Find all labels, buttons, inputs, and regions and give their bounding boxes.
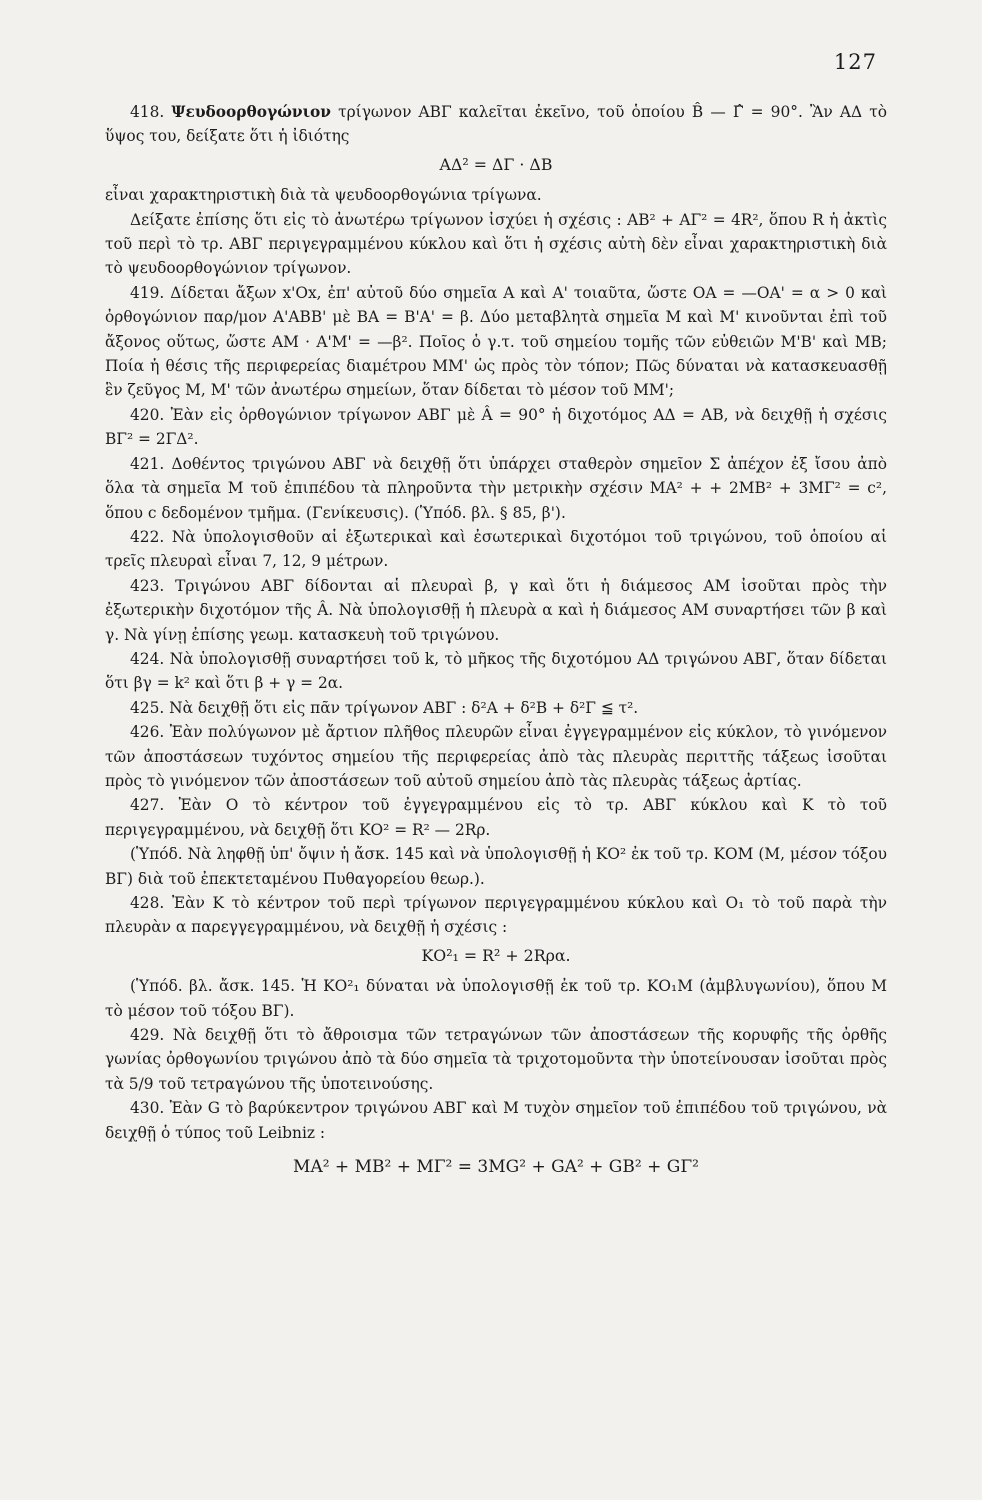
exercise-421 xyxy=(105,452,887,525)
exercise-number: 420. xyxy=(130,405,165,424)
formula-leibniz: ΜΑ² + ΜΒ² + ΜΓ² = 3ΜG² + GA² + GB² + GΓ² xyxy=(293,1157,699,1178)
exercise-430 xyxy=(105,1096,887,1145)
formula-ad-squared: ΑΔ² = ΔΓ · ΔΒ xyxy=(439,154,553,174)
exercise-text: Ἐὰν Ο τὸ κέντρον τοῦ ἐγγεγραμμένου εἰς τὸ τρ. ΑΒΓ κύκλου καὶ Κ τὸ τοῦ περιγεγραμμένου, νὰ δειχθῇ ὅτι ΚΟ² = R² — 2Rρ. xyxy=(105,796,887,839)
exercise-number: 424. xyxy=(130,649,165,668)
exercise-text: Νὰ δειχθῇ ὅτι τὸ ἄθροισμα τῶν τετραγώνων τῶν ἀποστάσεων τῆς κορυφῆς τῆς ὀρθῆς γωνίας ὀρθογωνίου τριγώνου ἀπὸ τὰ δύο σημεῖα τὰ τριχοτομοῦντα τὴν ὑποτείνουσαν ἰσοῦται πρὸς τὰ 5/9 τοῦ τετραγώνου τῆς ὑποτεινούσης. xyxy=(105,1026,887,1093)
exercise-text: Ἐὰν G τὸ βαρύκεντρον τριγώνου ΑΒΓ καὶ Μ τυχὸν σημεῖον τοῦ ἐπιπέδου τοῦ τριγώνου, νὰ δειχθῇ ὁ τύπος τοῦ Leibniz : xyxy=(105,1099,887,1142)
exercise-text: Νὰ δειχθῇ ὅτι εἰς πᾶν τρίγωνον ΑΒΓ : δ²Α + δ²Β + δ²Γ ≦ τ². xyxy=(164,698,639,717)
exercise-number: 425. xyxy=(130,698,165,717)
exercise-number: 428. xyxy=(130,894,165,912)
exercise-418 xyxy=(105,100,887,149)
exercise-text: Δοθέντος τριγώνου ΑΒΓ νὰ δειχθῇ ὅτι ὑπάρχει σταθερὸν σημεῖον Σ ἀπέχον ἐξ ἴσου ἀπὸ ὅλα τὰ σημεῖα Μ τοῦ ἐπιπέδου τὰ πληροῦντα τὴν μετρικὴν σχέσιν ΜΑ² + + 2ΜΒ² + 3ΜΓ² = c², ὅπου c δεδομένον τμῆμα. (Γενίκευσις). (Ὑπόδ. βλ. § 85, β'). xyxy=(105,454,887,522)
exercise-number: 423. xyxy=(130,576,165,595)
exercise-text: Νὰ ὑπολογισθῇ συναρτήσει τοῦ k, τὸ μῆκος τῆς διχοτόμου ΑΔ τριγώνου ΑΒΓ, ὅταν δίδεται ὅτι βγ = k² καὶ ὅτι β + γ = 2α. xyxy=(105,649,887,693)
exercise-number: 429. xyxy=(130,1026,165,1045)
exercise-number: 427. xyxy=(130,796,165,815)
exercise-429 xyxy=(105,1023,887,1096)
exercise-420 xyxy=(105,403,887,452)
page-number: 127 xyxy=(833,50,877,74)
hint-427: (Ὑπόδ. Νὰ ληφθῇ ὑπ' ὄψιν ἡ ἄσκ. 145 καὶ νὰ ὑπολογισθῇ ἡ ΚΟ² ἐκ τοῦ τρ. ΚΟΜ (Μ, μέσον τόξου ΒΓ) διὰ τοῦ ἐπεκτεταμένου Πυθαγορείου θεωρ.). xyxy=(105,845,887,888)
exercise-425 xyxy=(105,696,887,720)
exercise-text: Ἐὰν Κ τὸ κέντρον τοῦ περὶ τρίγωνον περιγεγραμμένου κύκλου καὶ Ο₁ τὸ τοῦ παρὰ τὴν πλευρὰν α παρεγγεγραμμένου, νὰ δειχθῇ ἡ σχέσις : xyxy=(105,894,887,937)
exercise-text: Ἐὰν εἰς ὀρθογώνιον τρίγωνον ΑΒΓ μὲ Â = 90° ἡ διχοτόμος ΑΔ = ΑΒ, νὰ δειχθῇ ἡ σχέσις ΒΓ² = 2ΓΔ². xyxy=(105,405,887,449)
exercise-text: Ἐὰν πολύγωνον μὲ ἄρτιον πλῆθος πλευρῶν εἶναι ἐγγεγραμμένον εἰς κύκλον, τὸ γινόμενον τῶν ἀποστάσεων τυχόντος σημείου τῆς περιφερείας ἀπὸ τὰς πλευρὰς περιττῆς τάξεως ἰσοῦται πρὸς τὸ γινόμενον τῶν ἀποστάσεων τοῦ αὐτοῦ σημείου ἀπὸ τὰς πλευρὰς τάξεως ἀρτίας. xyxy=(105,723,887,790)
page-body xyxy=(105,100,887,1183)
exercise-text: Τριγώνου ΑΒΓ δίδονται αἱ πλευραὶ β, γ καὶ ὅτι ἡ διάμεσος ΑΜ ἰσοῦται πρὸς τὴν ἐξωτερικὴν διχοτόμον τῆς Â. Νὰ ὑπολογισθῇ ἡ πλευρὰ α καὶ ἡ διάμεσος ΑΜ συναρτήσει τῶν β καὶ γ. Νὰ γίνῃ ἐπίσης γεωμ. κατασκευὴ τοῦ τριγώνου. xyxy=(105,576,887,644)
exercise-427 xyxy=(105,793,887,842)
paragraph-circumradius: Δείξατε ἐπίσης ὅτι εἰς τὸ ἀνωτέρω τρίγωνον ἰσχύει ἡ σχέσις : ΑΒ² + ΑΓ² = 4R², ὅπου R ἡ ἀκτὶς τοῦ περὶ τὸ τρ. ΑΒΓ περιγεγραμμένου κύκλου καὶ ὅτι ἡ σχέσις αὐτὴ δὲν εἶναι χαρακτηριστικὴ διὰ τὸ ψευδοορθογώνιον τρίγωνον. xyxy=(105,210,887,278)
paragraph-characteristic: εἶναι χαρακτηριστικὴ διὰ τὰ ψευδοορθογώνια τρίγωνα. xyxy=(105,186,542,205)
exercise-423 xyxy=(105,574,887,647)
exercise-426 xyxy=(105,720,887,793)
exercise-number: 418. xyxy=(130,103,165,121)
defined-term: Ψευδοορθογώνιον xyxy=(171,103,331,121)
exercise-number: 422. xyxy=(130,527,165,546)
exercise-428 xyxy=(105,891,887,940)
exercise-424 xyxy=(105,647,887,696)
exercise-number: 419. xyxy=(130,283,165,302)
exercise-number: 421. xyxy=(130,454,165,473)
formula-ko1: ΚΟ²₁ = R² + 2Rρα. xyxy=(421,945,571,965)
exercise-text: τρίγωνον ΑΒΓ καλεῖται ἐκεῖνο, τοῦ ὁποίου B̂ — Γ̂ = 90°. Ἂν ΑΔ τὸ ὕψος του, δείξατε ὅτι ἡ ἰδιότης xyxy=(105,103,887,146)
exercise-number: 430. xyxy=(130,1099,165,1118)
exercise-text: Νὰ ὑπολογισθοῦν αἱ ἐξωτερικαὶ καὶ ἐσωτερικαὶ διχοτόμοι τοῦ τριγώνου, τοῦ ὁποίου αἱ τρεῖς πλευραὶ εἶναι 7, 12, 9 μέτρων. xyxy=(105,527,887,571)
hint-428: (Ὑπόδ. βλ. ἄσκ. 145. Ἡ ΚΟ²₁ δύναται νὰ ὑπολογισθῇ ἐκ τοῦ τρ. ΚΟ₁Μ (ἀμβλυγωνίου), ὅπου Μ τὸ μέσον τοῦ τόξου ΒΓ). xyxy=(105,977,887,1020)
exercise-422 xyxy=(105,525,887,574)
exercise-419 xyxy=(105,281,887,403)
exercise-number: 426. xyxy=(130,723,165,742)
exercise-text: Δίδεται ἄξων x'Ox, ἐπ' αὐτοῦ δύο σημεῖα Α καὶ Α' τοιαῦτα, ὥστε ΟΑ = —ΟΑ' = α > 0 καὶ ὀρθογώνιον παρ/μον Α'ΑΒΒ' μὲ ΒΑ = Β'Α' = β. Δύο μεταβλητὰ σημεῖα Μ καὶ Μ' κινοῦνται ἐπὶ τοῦ ἄξονος οὕτως, ὥστε ΑΜ · Α'Μ' = —β². Ποῖος ὁ γ.τ. τοῦ σημείου τομῆς τῶν εὐθειῶν Μ'Β' καὶ ΜΒ; Ποία ἡ θέσις τῆς περιφερείας διαμέτρου ΜΜ' ὡς πρὸς τὸν τόπον; Πῶς δύναται νὰ κατασκευασθῇ ἓν ζεῦγος Μ, Μ' τῶν ἀνωτέρω σημείων, ὅταν δίδεται τὸ μέσον τοῦ ΜΜ'; xyxy=(105,283,887,400)
